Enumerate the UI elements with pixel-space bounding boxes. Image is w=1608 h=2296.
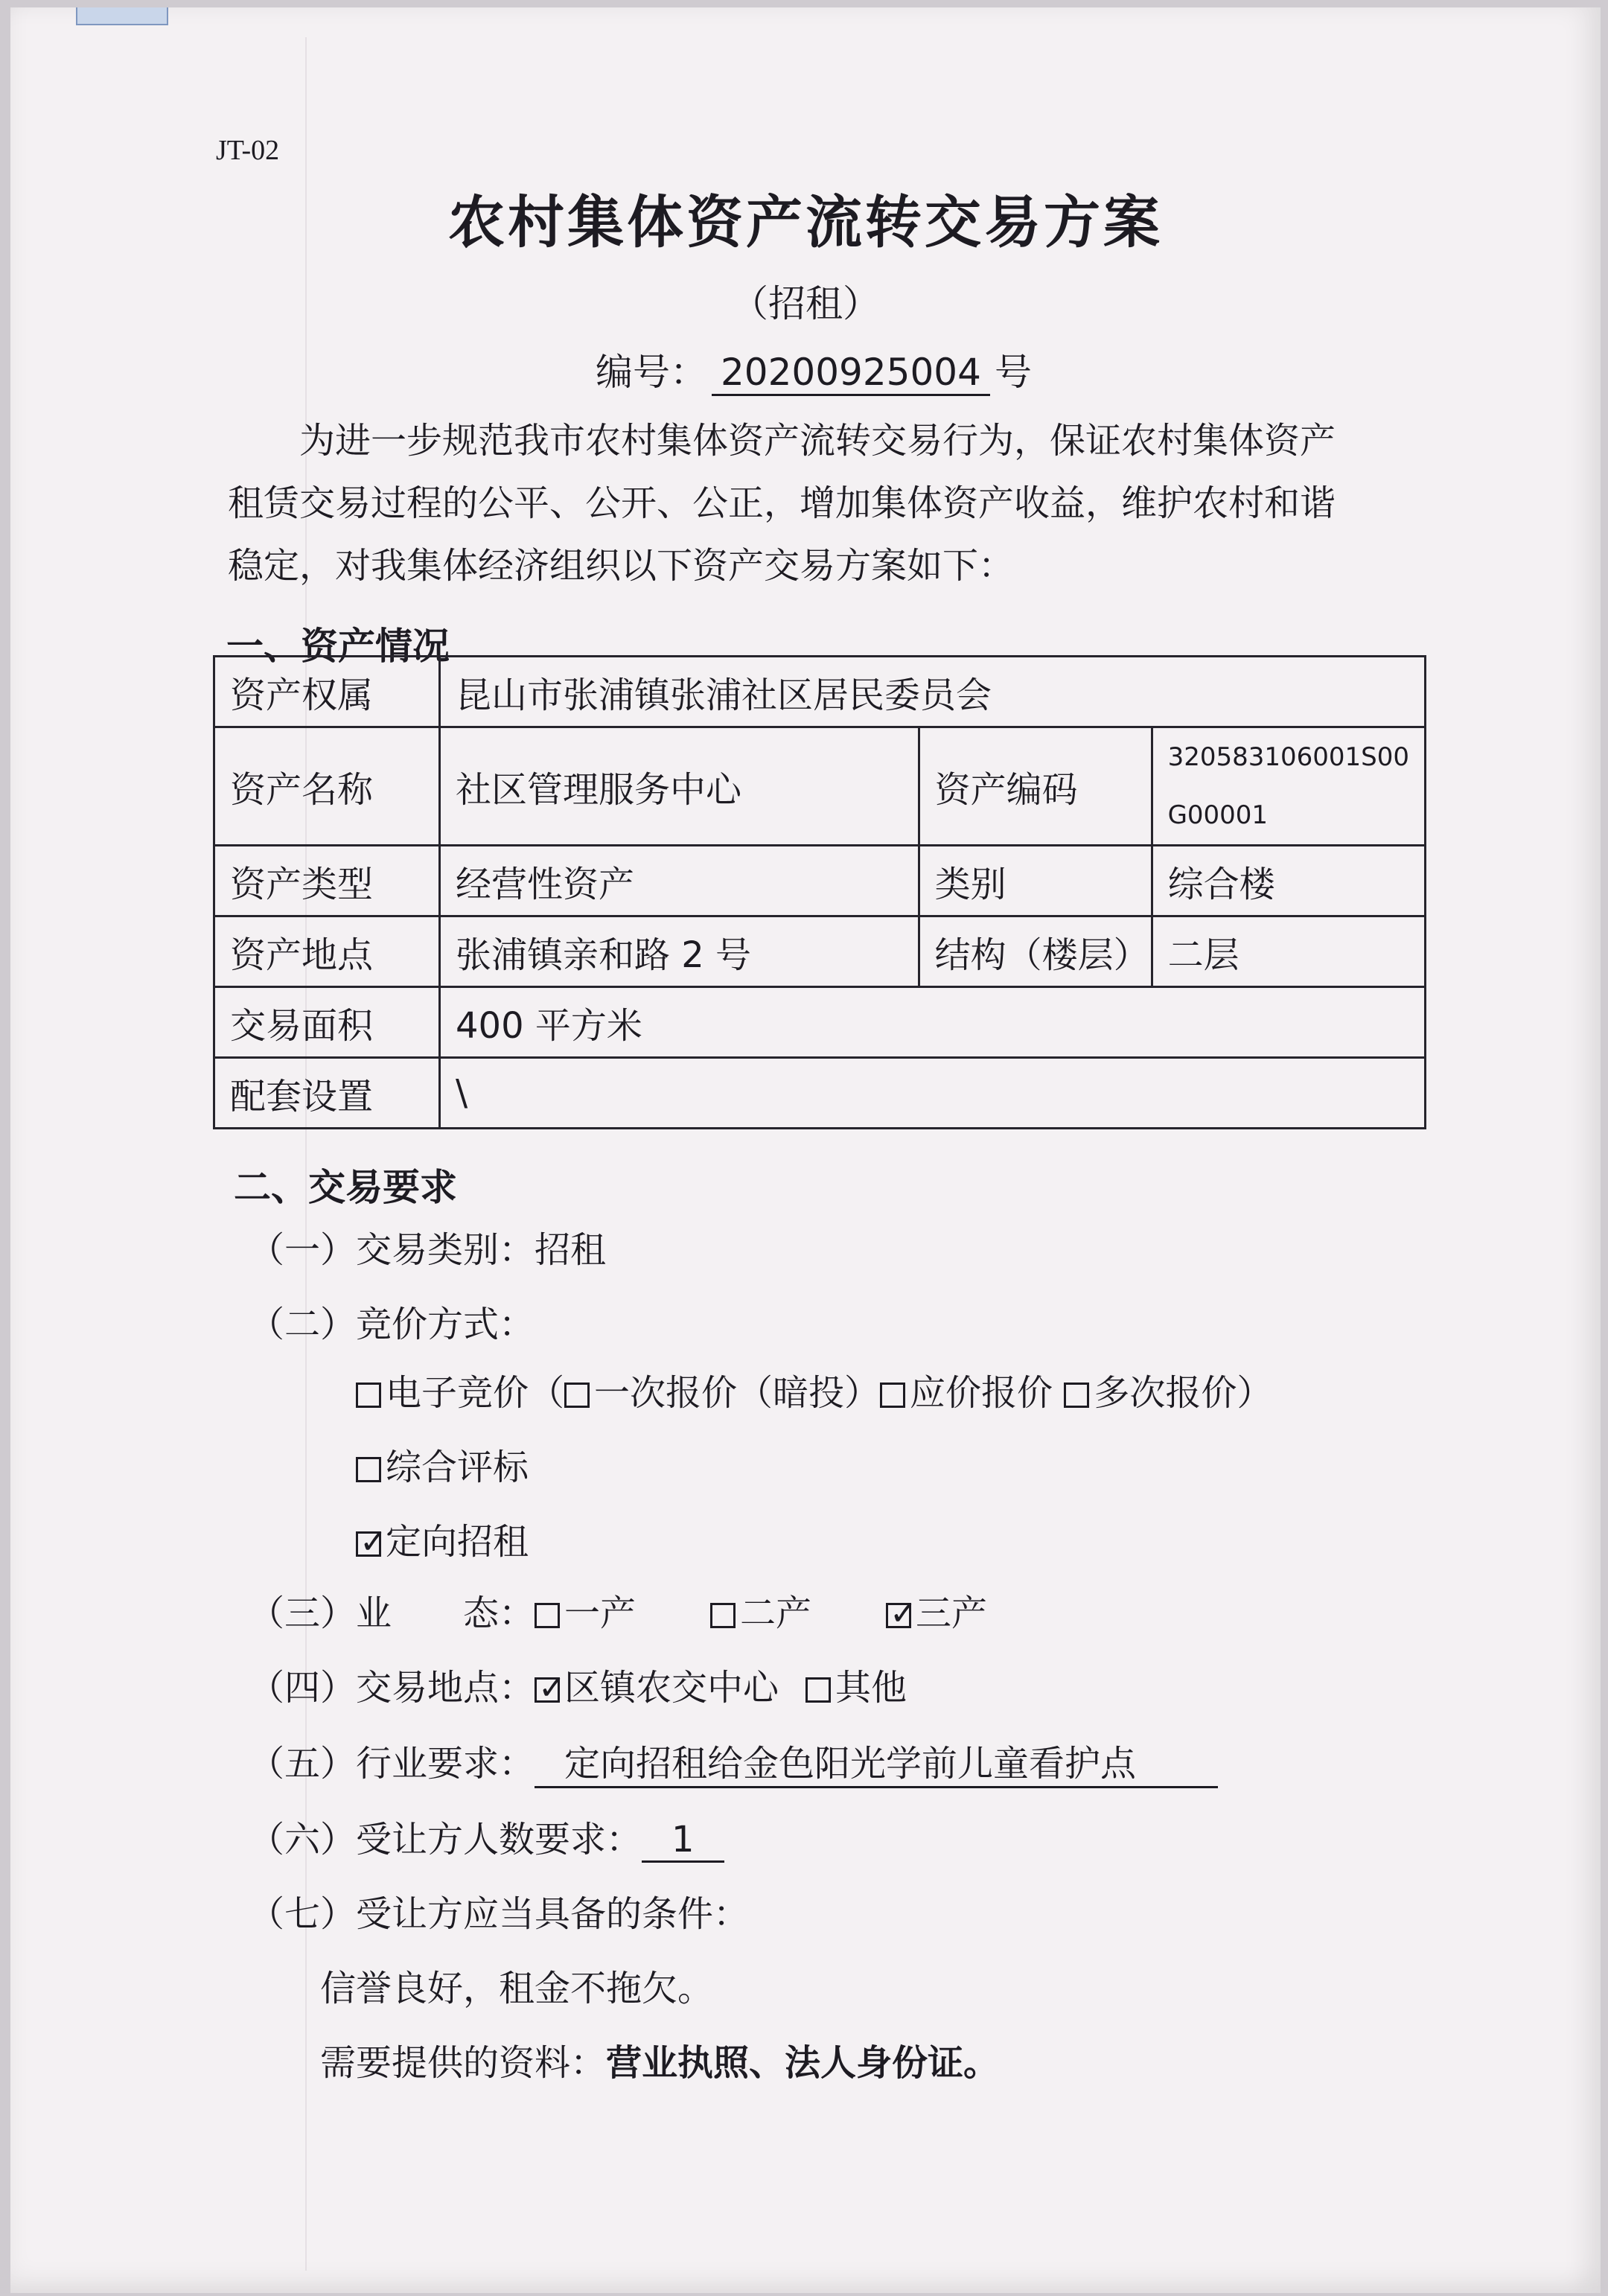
item6-value: 1 [642,1819,724,1863]
place2-label: 其他 [835,1667,907,1709]
item5-value: 定向招租给金色阳光学前儿童看护点 [535,1735,1218,1788]
bid-directed-label: 定向招租 [386,1521,529,1563]
bid-options-row [356,1364,1272,1415]
intro-paragraph [228,409,1419,597]
checkbox-place-1-checked[interactable] [535,1677,560,1703]
intro-line-2: 租赁交易过程的公平、公开、公正，增加集体资产收益，维护农村和谐 [228,482,1336,524]
docs-label: 需要提供的资料： [320,2042,607,2084]
document-number [596,342,1032,396]
checkbox-directed-checked[interactable] [356,1531,381,1557]
checkbox-response-bid[interactable] [880,1383,905,1408]
bid-electronic-label: 电子竞价（ [386,1372,565,1414]
bid-directed-row [356,1513,529,1564]
ownership-label: 资产权属 [214,657,440,727]
location-label: 资产地点 [214,916,440,987]
sector2-label: 二产 [740,1592,812,1634]
document-title: 农村集体资产流转交易方案 [448,189,1163,255]
asset-name-value: 社区管理服务中心 [440,727,919,846]
document-page [10,7,1601,2293]
item3-label: （三）业 态： [249,1592,535,1634]
item-transaction-type [249,1221,606,1272]
checkbox-sector-2[interactable] [710,1603,736,1628]
table-row [214,987,1426,1058]
facility-value: \ [440,1058,1426,1129]
item5-label: （五）行业要求： [249,1743,535,1785]
number-prefix: 编号： [596,351,707,394]
bid-comprehensive-row [356,1438,529,1490]
number-value: 20200925004 [712,351,990,396]
bid-multi-label: 多次报价） [1094,1372,1273,1414]
category-value: 综合楼 [1152,846,1425,916]
bid-comprehensive-label: 综合评标 [386,1447,529,1488]
item4-label: （四）交易地点： [249,1667,535,1709]
item1-value: 招租 [535,1229,607,1271]
asset-code-label: 资产编码 [919,727,1152,846]
asset-code-line-1: 320583106001S00 [1167,742,1409,772]
structure-label: 结构（楼层） [919,916,1152,987]
table-row [214,657,1426,727]
item-industry [249,1735,1218,1788]
item-transferee-count [249,1811,724,1863]
item-conditions: （七）受让方应当具备的条件： [249,1893,750,1935]
checkbox-sector-3-checked[interactable] [886,1603,911,1628]
bid-response-label: 应价报价 [910,1372,1053,1414]
docs-value: 营业执照、法人身份证。 [606,2042,1000,2084]
item1-label: （一）交易类别： [249,1229,535,1271]
facility-label: 配套设置 [214,1058,440,1129]
checkbox-comprehensive[interactable] [356,1457,381,1482]
table-row [214,916,1426,987]
condition-text: 信誉良好，租金不拖欠。 [320,1968,714,2009]
table-row [214,846,1426,916]
table-row [214,727,1426,846]
checkbox-electronic-bid[interactable] [356,1383,381,1408]
checkbox-sector-1[interactable] [535,1603,560,1628]
table-row [214,1058,1426,1129]
sector1-label: 一产 [564,1592,636,1634]
asset-code-line-2: G00001 [1167,800,1269,830]
sector3-label: 三产 [916,1592,988,1634]
paper-clip-strip [76,7,168,25]
section2-heading: 二、交易要求 [234,1166,457,1209]
place1-label: 区镇农交中心 [564,1667,779,1709]
ownership-value: 昆山市张浦镇张浦社区居民委员会 [440,657,1426,727]
item6-label: （六）受让方人数要求： [249,1819,642,1860]
form-code: JT-02 [216,135,280,166]
required-docs [320,2034,999,2085]
checkbox-once-bid[interactable] [564,1383,590,1408]
location-value: 张浦镇亲和路 2 号 [440,916,919,987]
bid-once-label: 一次报价（暗投） [594,1372,881,1414]
asset-name-label: 资产名称 [214,727,440,846]
asset-table [213,655,1426,1129]
checkbox-place-2[interactable] [805,1677,831,1703]
asset-code-value [1152,727,1425,846]
item-place [249,1659,907,1710]
category-label: 类别 [919,846,1152,916]
document-subtitle: （招租） [731,282,880,325]
asset-type-value: 经营性资产 [440,846,919,916]
item-sector [249,1584,987,1636]
structure-value: 二层 [1152,916,1425,987]
area-value: 400 平方米 [440,987,1426,1058]
intro-line-3: 稳定，对我集体经济组织以下资产交易方案如下： [228,545,1015,587]
item-bid-method: （二）竞价方式： [249,1304,535,1345]
asset-type-label: 资产类型 [214,846,440,916]
checkbox-multi-bid[interactable] [1064,1383,1089,1408]
number-suffix: 号 [994,351,1032,394]
section1-heading: 一、资产情况 [226,625,450,668]
intro-line-1: 为进一步规范我市农村集体资产流转交易行为，保证农村集体资产 [299,420,1336,462]
area-label: 交易面积 [214,987,440,1058]
